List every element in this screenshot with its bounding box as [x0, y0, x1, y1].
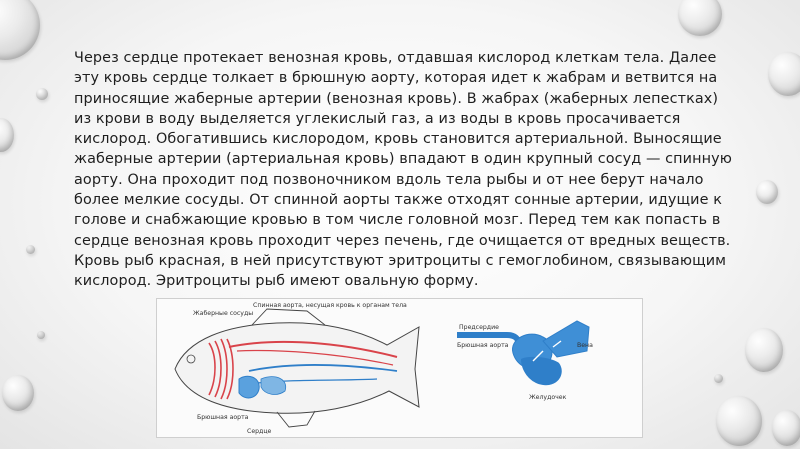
water-drop-decoration	[0, 0, 40, 60]
label-heart: Сердце	[247, 428, 272, 435]
fish-heart	[239, 376, 259, 398]
water-drop-decoration	[716, 396, 762, 446]
label-gill-vessels: Жаберные сосуды	[193, 310, 254, 317]
second-paragraph: Кровь рыб красная, в ней присутствуют эритроциты с гемоглобином, связывающим кислород. Эритроциты рыб имеют овальную форму.	[74, 252, 727, 290]
fish-liver	[261, 377, 286, 395]
water-drop-decoration	[678, 0, 722, 36]
water-drop-decoration	[0, 118, 14, 152]
water-drop-decoration	[36, 88, 48, 100]
water-drop-decoration	[745, 328, 783, 372]
circulation-figure	[156, 298, 643, 438]
label-atrium: Предсердие	[459, 324, 499, 331]
water-drop-decoration	[26, 245, 35, 254]
water-drop-decoration	[714, 374, 723, 383]
slide-text	[74, 48, 734, 292]
label-dorsal-aorta: Спинная аорта, несущая кровь к органам тела	[253, 302, 407, 309]
circulation-diagram	[157, 299, 644, 439]
main-paragraph: Через сердце протекает венозная кровь, отдавшая кислород клеткам тела. Далее эту кровь сердце толкает в брюшную аорту, которая идет к жабрам и ветвится на приносящие жаберные артерии (венозная кровь). В жабрах (жаберных лепестках) из крови в воду выделяется углекислый газ, а из воды в кровь просачивается кислород. Обогатившись кислородом, кровь становится артериальной. Выносящие жаберные артерии (артериальная кровь) впадают в один крупный сосуд — спинную аорту. Она проходит под позвоночником вдоль тела рыбы и от нее берут начало более мелкие сосуды. От спинной аорты также отходят сонные артерии, идущие к голове и снабжающие кровью в том числе головной мозг. Перед тем как попасть в сердце венозная кровь проходит через печень, где очищается от вредных веществ.	[74, 50, 732, 249]
water-drop-decoration	[768, 52, 800, 96]
water-drop-decoration	[772, 410, 800, 446]
water-drop-decoration	[756, 180, 778, 204]
fish-body-outline	[175, 323, 419, 414]
label-ventral-aorta-heart: Брюшная аорта	[457, 342, 509, 349]
water-drop-decoration	[2, 375, 34, 411]
label-ventricle: Желудочек	[529, 394, 567, 401]
heart-ventricle	[521, 357, 562, 385]
water-drop-decoration	[37, 331, 45, 339]
label-vein: Вена	[577, 342, 593, 349]
label-ventral-aorta: Брюшная аорта	[197, 414, 249, 421]
